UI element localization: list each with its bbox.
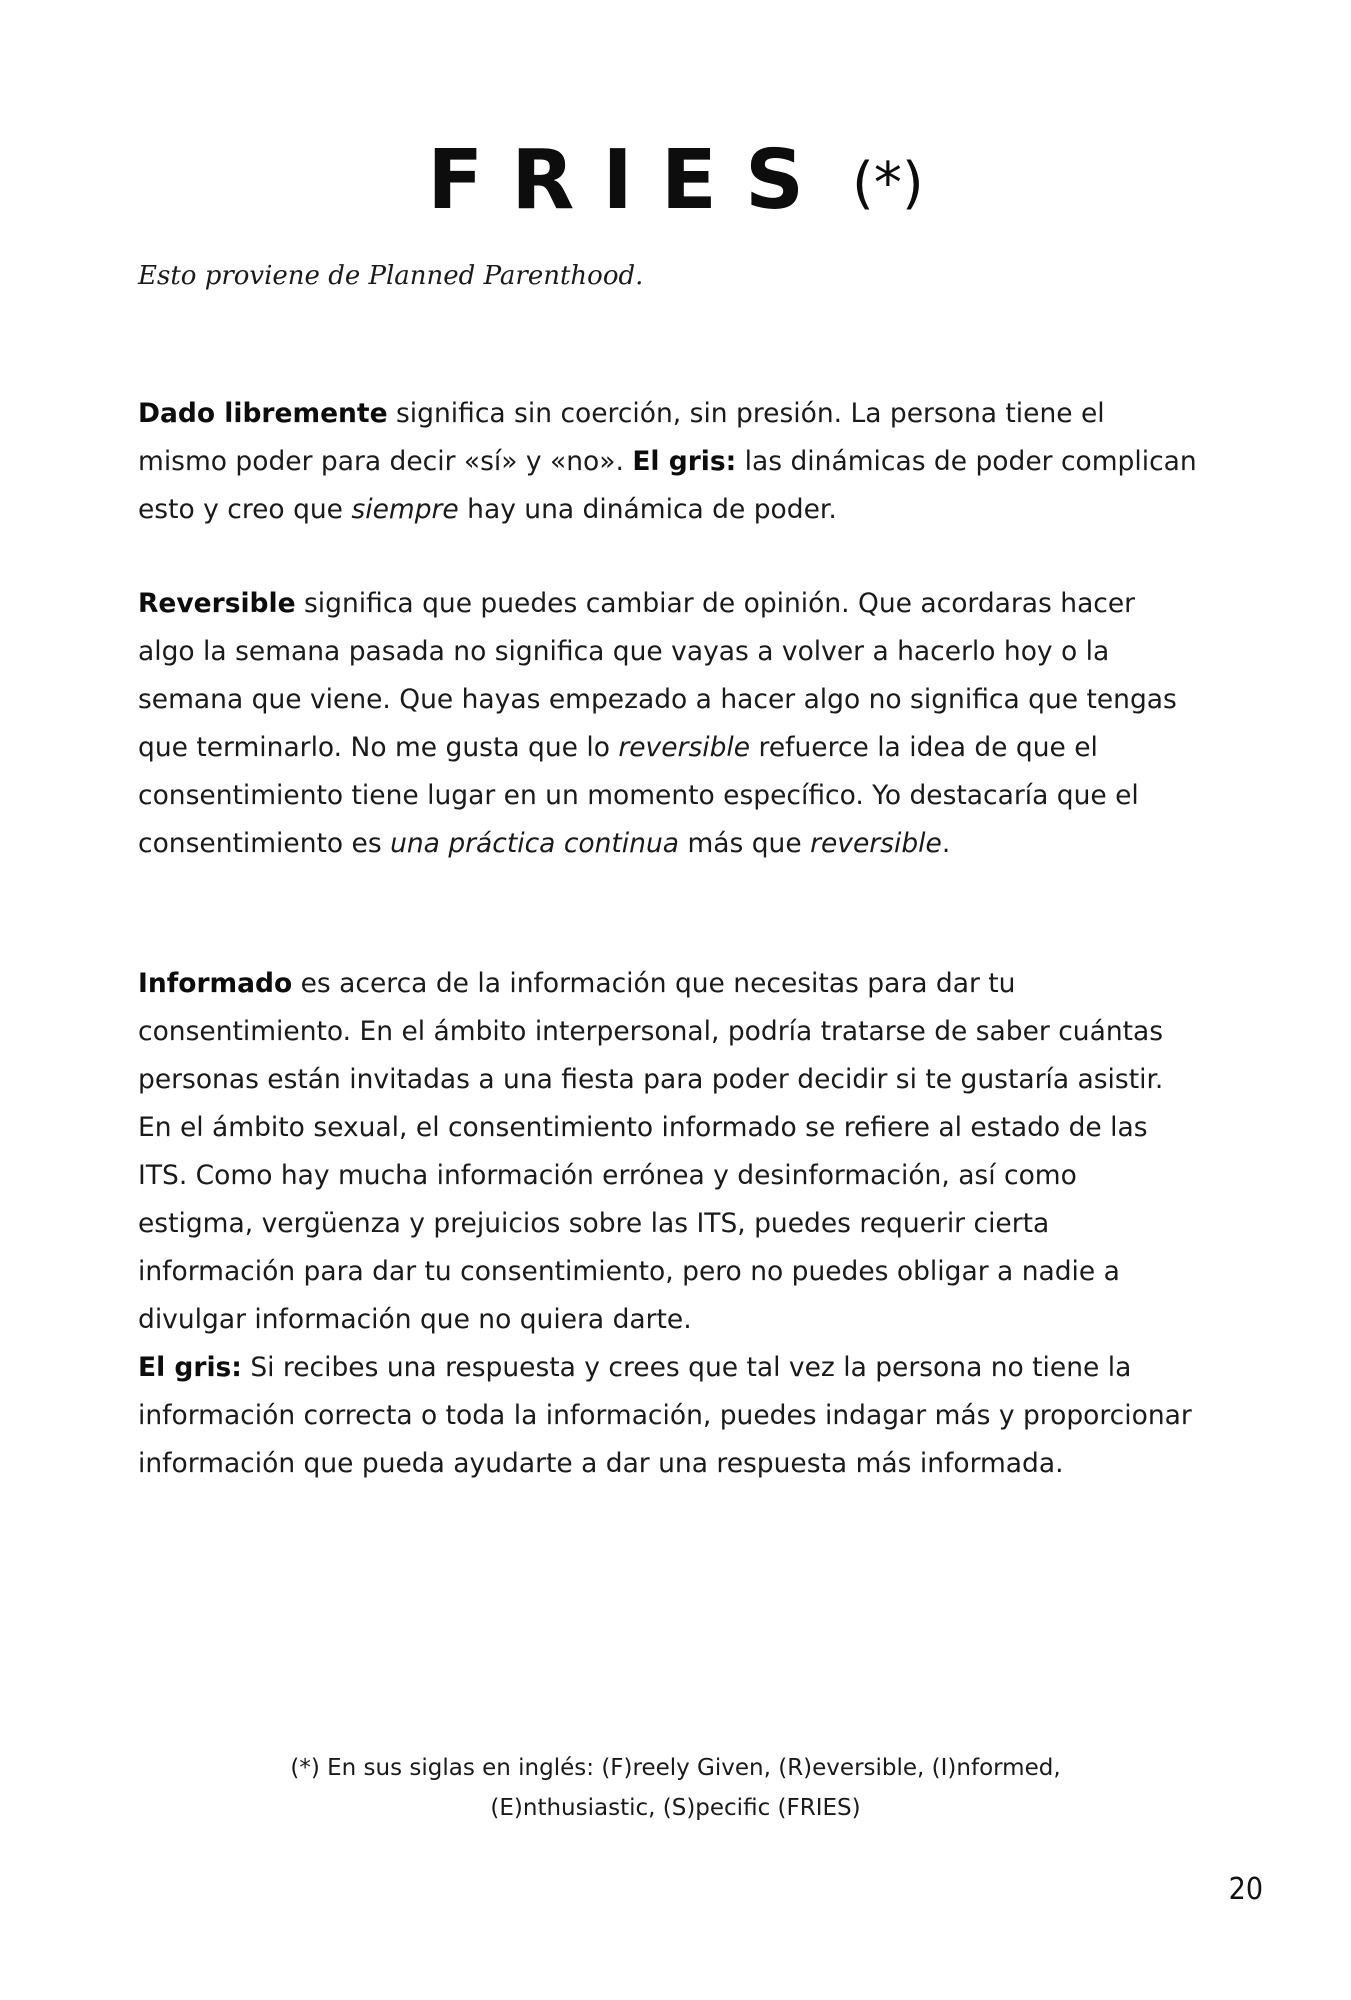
emphasis-text: reversible: [810, 828, 942, 859]
paragraph-text: más que: [679, 828, 811, 859]
term-informed: Informado: [138, 968, 293, 999]
paragraph-text: significa sin coerción, sin presión. La persona tiene el mismo poder para decir «sí» y «no».: [138, 398, 1105, 477]
term-reversible: Reversible: [138, 588, 296, 619]
page-number: 20: [1228, 1872, 1263, 1907]
emphasis-text: siempre: [351, 494, 459, 525]
paragraph-freely-given: [138, 390, 1198, 534]
footnote-line: (*) En sus siglas en inglés: (F)reely Given, (R)eversible, (I)nformed,: [290, 1755, 1061, 1781]
gray-label: El gris:: [632, 446, 737, 477]
title-footnote-mark: (*): [852, 151, 924, 216]
page-title: [0, 133, 1351, 228]
footnote-line: (E)nthusiastic, (S)pecific (FRIES): [490, 1795, 861, 1821]
emphasis-text: una práctica continua: [390, 828, 680, 859]
gray-label: El gris:: [138, 1352, 242, 1383]
term-freely-given: Dado libremente: [138, 398, 388, 429]
paragraph-text: es acerca de la información que necesitas para dar tu consentimiento. En el ámbito interpersonal, podría tratarse de saber cuántas personas están invitadas a una fiesta para poder decidir si te gustaría asistir. En el ámbito sexual, el consentimiento informado se refiere al estado de las ITS. Como hay mucha información errónea y desinformación, así como estigma, vergüenza y prejuicios sobre las ITS, puedes requerir cierta información para dar tu consentimiento, pero no puedes obligar a nadie a divulgar información que no quiera darte.: [138, 968, 1164, 1335]
title-acronym: FRIES: [427, 133, 833, 228]
paragraph-informed: [138, 960, 1198, 1488]
source-note: Esto proviene de Planned Parenthood.: [138, 261, 644, 291]
paragraph-text: Si recibes una respuesta y crees que tal vez la persona no tiene la información correcta o toda la información, puedes indagar más y proporcionar información que pueda ayudarte a dar una respuesta más informada.: [138, 1352, 1192, 1479]
emphasis-text: reversible: [618, 732, 751, 763]
paragraph-text: las dinámicas de poder complican esto y creo que: [138, 446, 1197, 525]
paragraph-text: hay una dinámica de poder.: [458, 494, 837, 525]
paragraph-text: .: [941, 828, 951, 859]
paragraph-text: refuerce la idea de que el consentimiento tiene lugar en un momento específico. Yo destacaría que el consentimiento es: [138, 732, 1139, 859]
footnote: [0, 1748, 1351, 1828]
paragraph-text: significa que puedes cambiar de opinión. Que acordaras hacer algo la semana pasada no significa que vayas a volver a hacerlo hoy o la semana que viene. Que hayas empezado a hacer algo no significa que tengas que terminarlo. No me gusta que lo: [138, 588, 1177, 763]
paragraph-reversible: [138, 580, 1198, 868]
